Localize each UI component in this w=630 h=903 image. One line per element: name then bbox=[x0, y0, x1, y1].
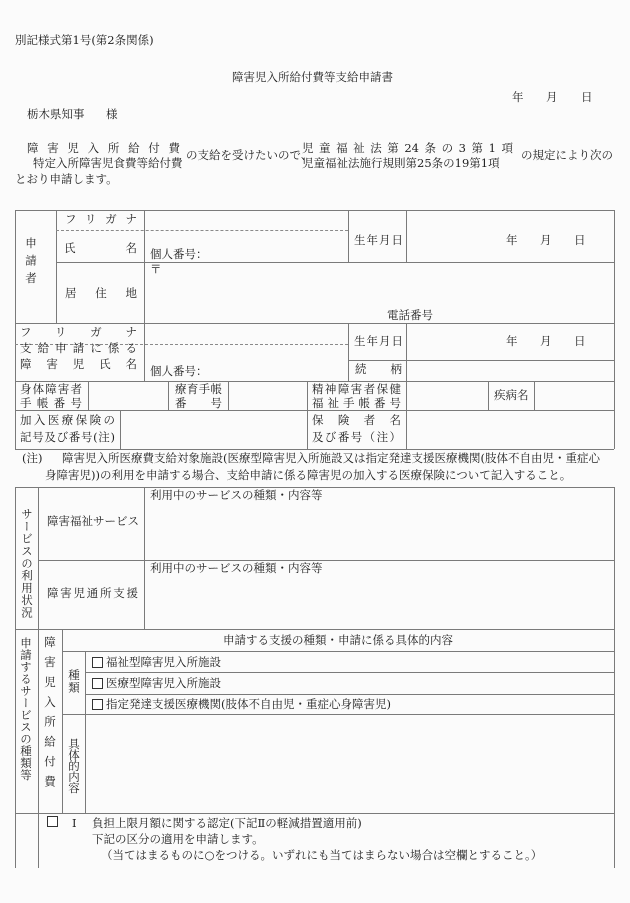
note-line-2: 身障害児))の利用を申請する場合、支給申請に係る障害児の加入する医療保険について記入すること。 bbox=[45, 468, 572, 482]
date-day-label: 日 bbox=[581, 90, 593, 104]
requested-service-section-label: 申請するサービスの種類等 bbox=[19, 637, 33, 781]
child-birth-month-unit: 月 bbox=[540, 334, 552, 348]
type-option-designated-medical[interactable] bbox=[92, 697, 391, 711]
detail-content-field[interactable] bbox=[86, 715, 613, 812]
insurer-label-line1: 保険者名 bbox=[312, 413, 401, 427]
service-usage-content-label: 利用中のサービスの種類・内容等 bbox=[150, 561, 323, 575]
intro-benefit-option-2: 特定入所障害児食費等給付費 bbox=[33, 156, 183, 170]
intro-law-option-2: 児童福祉法施行規則第25条の19第1項 bbox=[302, 156, 500, 170]
burden-limit-numeral: Ⅰ bbox=[72, 816, 77, 830]
service-usage-row-label: 障害福祉サービス bbox=[47, 514, 139, 528]
child-birth-year-unit: 年 bbox=[506, 334, 518, 348]
applicant-furigana-field[interactable] bbox=[145, 211, 347, 229]
table-horizontal-rule bbox=[15, 629, 614, 630]
outpatient-support-content-field[interactable] bbox=[145, 576, 613, 628]
table-vertical-rule bbox=[15, 487, 16, 868]
intro-middle-text: の支給を受けたいので、 bbox=[186, 148, 313, 162]
intro-tail-text: の規定により次の bbox=[521, 148, 613, 162]
physical-cert-label-line2: 手帳番号 bbox=[20, 396, 82, 410]
table-vertical-rule bbox=[15, 210, 16, 449]
table-vertical-rule bbox=[614, 487, 615, 868]
table-horizontal-rule bbox=[85, 694, 614, 695]
checkbox[interactable] bbox=[47, 816, 58, 827]
applicant-address-label: 居住地 bbox=[65, 286, 137, 300]
type-option-welfare[interactable] bbox=[92, 655, 221, 669]
table-horizontal-rule bbox=[15, 449, 614, 450]
service-usage-content-label: 利用中のサービスの種類・内容等 bbox=[150, 488, 323, 502]
type-option-label: 福祉型障害児入所施設 bbox=[106, 655, 221, 669]
intro-closing-text: とおり申請します。 bbox=[15, 172, 118, 186]
child-birth-day-unit: 日 bbox=[574, 334, 586, 348]
addressee-suffix: 様 bbox=[106, 107, 118, 121]
note-marker: (注) bbox=[22, 451, 43, 465]
table-vertical-rule bbox=[348, 210, 349, 262]
form-number: 別記様式第1号(第2条関係) bbox=[15, 33, 154, 47]
service-usage-section-label: サービスの利用状況 bbox=[20, 508, 34, 619]
rehab-cert-label-line1: 療育手帳 bbox=[175, 382, 222, 396]
burden-limit-option[interactable] bbox=[47, 816, 61, 827]
burden-limit-instruction: 下記の区分の適用を申請します。 bbox=[92, 832, 264, 846]
mental-cert-label-line2: 福祉手帳番号 bbox=[312, 396, 401, 410]
table-vertical-rule bbox=[307, 381, 308, 449]
service-usage-row-label: 障害児通所支援 bbox=[47, 586, 138, 600]
table-vertical-rule bbox=[488, 381, 489, 410]
addressee-name: 栃木県知事 bbox=[27, 107, 85, 121]
insurance-label-line1: 加入医療保険の bbox=[20, 413, 115, 427]
mental-cert-number-field[interactable] bbox=[407, 382, 487, 409]
applicant-personal-number-label: 個人番号： bbox=[150, 247, 208, 261]
table-vertical-rule bbox=[614, 210, 615, 449]
child-name-label-line2: 障害児氏名 bbox=[20, 357, 137, 371]
intro-benefit-option-1: 障害児入所給付費 bbox=[27, 141, 180, 155]
disease-label: 疾病名 bbox=[494, 388, 529, 402]
postal-mark: 〒 bbox=[150, 262, 162, 276]
table-horizontal-rule bbox=[85, 672, 614, 673]
table-vertical-rule bbox=[56, 210, 57, 323]
child-furigana-label: フリガナ bbox=[20, 325, 137, 339]
applicant-phone-label: 電話番号 bbox=[387, 308, 433, 322]
table-vertical-rule bbox=[62, 629, 63, 813]
checkbox[interactable] bbox=[92, 699, 103, 710]
applicant-birth-year-unit: 年 bbox=[506, 233, 518, 247]
child-birthdate-label: 生年月日 bbox=[354, 334, 404, 348]
child-personal-number-label: 個人番号： bbox=[150, 364, 208, 378]
physical-cert-number-field[interactable] bbox=[89, 382, 167, 409]
type-option-label: 指定発達支援医療機関(肢体不自由児・重症心身障害児) bbox=[106, 697, 391, 711]
burden-limit-note: （当てはまるものに○をつける。いずれにも当てはまらない場合は空欄とすること。） bbox=[101, 848, 543, 862]
rehab-cert-label-line2: 番号 bbox=[175, 396, 222, 410]
rehab-cert-number-field[interactable] bbox=[229, 382, 306, 409]
form-title: 障害児入所給付費等支給申請書 bbox=[232, 70, 393, 84]
note-line-1: 障害児入所医療費支給対象施設(医療型障害児入所施設又は指定発達支援医療機関(肢体不自由児・重症心 bbox=[62, 451, 600, 465]
child-furigana-field[interactable] bbox=[145, 324, 347, 343]
checkbox[interactable] bbox=[92, 657, 103, 668]
table-vertical-rule bbox=[38, 487, 39, 868]
intro-law-option-1: 児童福祉法第24条の3第1項 bbox=[302, 141, 513, 155]
table-horizontal-rule bbox=[15, 813, 614, 814]
requested-service-header: 申請する支援の種類・申請に係る具体的内容 bbox=[223, 633, 453, 647]
relationship-label: 続柄 bbox=[355, 362, 402, 376]
type-label: 種類 bbox=[67, 669, 81, 694]
insurance-label-line2: 記号及び番号(注) bbox=[20, 430, 115, 444]
table-horizontal-rule bbox=[62, 651, 614, 652]
child-name-label-line1: 支給申請に係る bbox=[20, 341, 137, 355]
table-vertical-rule bbox=[168, 381, 169, 410]
applicant-birth-day-unit: 日 bbox=[574, 233, 586, 247]
table-horizontal-rule bbox=[38, 560, 614, 561]
mental-cert-label-line1: 精神障害者保健 bbox=[312, 382, 401, 396]
disease-field[interactable] bbox=[535, 382, 613, 409]
applicant-birth-month-unit: 月 bbox=[540, 233, 552, 247]
table-vertical-rule bbox=[348, 323, 349, 381]
insurer-field[interactable] bbox=[407, 411, 613, 448]
applicant-section-label: 申請者 bbox=[24, 237, 38, 290]
applicant-birthdate-label: 生年月日 bbox=[354, 233, 404, 247]
applicant-furigana-label: フリガナ bbox=[65, 212, 137, 226]
insurance-number-field[interactable] bbox=[121, 411, 306, 448]
type-option-medical[interactable] bbox=[92, 676, 221, 690]
applicant-address-field[interactable] bbox=[145, 263, 613, 322]
checkbox[interactable] bbox=[92, 678, 103, 689]
relationship-field[interactable] bbox=[407, 361, 613, 380]
applicant-name-label: 氏名 bbox=[64, 241, 137, 255]
burden-limit-title: 負担上限月額に関する認定(下記Ⅱの軽減措置適用前) bbox=[92, 816, 362, 830]
insurer-label-line2: 及び番号（注） bbox=[312, 430, 401, 444]
date-month-label: 月 bbox=[546, 90, 558, 104]
physical-cert-label-line1: 身体障害者 bbox=[20, 382, 82, 396]
detail-label: 具体的内容 bbox=[67, 738, 81, 793]
type-option-label: 医療型障害児入所施設 bbox=[106, 676, 221, 690]
date-year-label: 年 bbox=[512, 90, 524, 104]
welfare-service-content-field[interactable] bbox=[145, 503, 613, 559]
benefit-type-label: 障害児入所給付費 bbox=[43, 636, 57, 796]
